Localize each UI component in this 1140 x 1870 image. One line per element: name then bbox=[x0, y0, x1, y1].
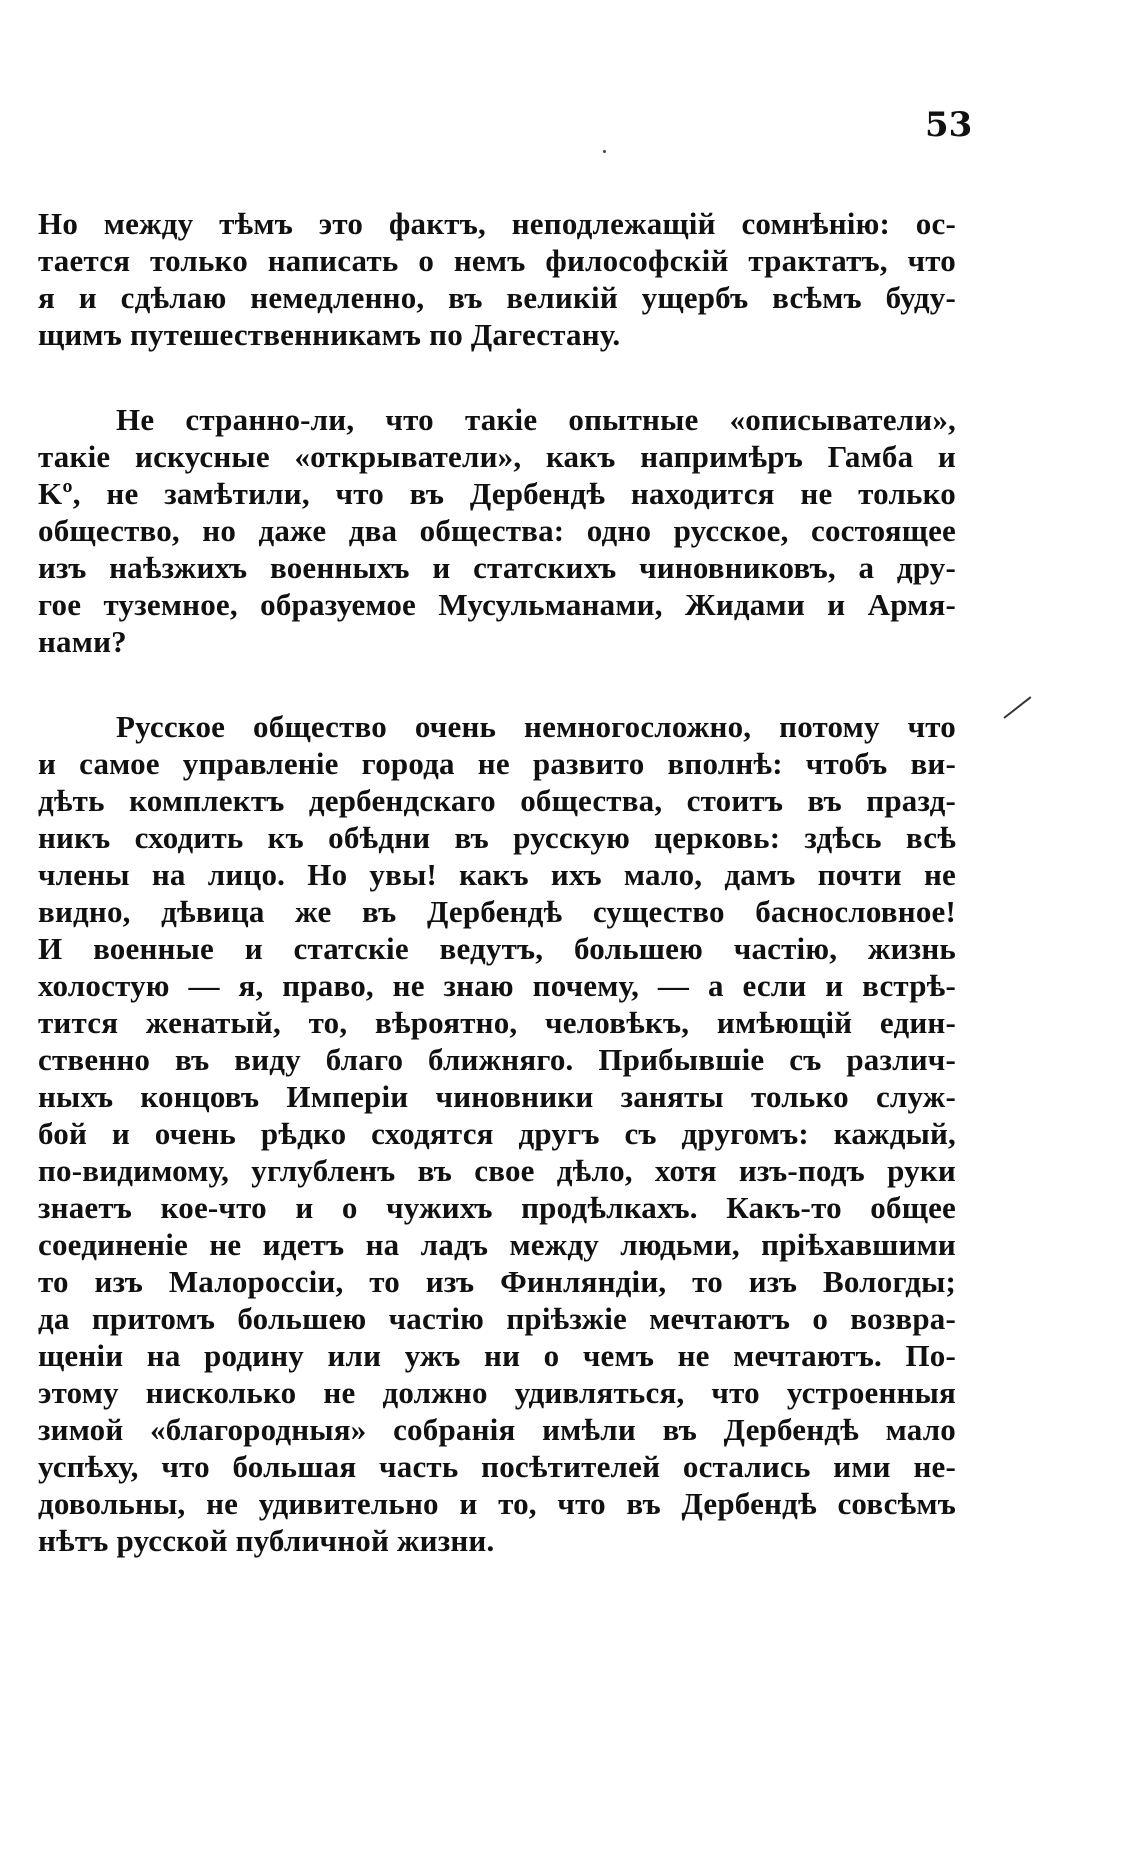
text-line: то изъ Малороссіи, то изъ Финляндіи, то изъ Вологды; bbox=[38, 1264, 956, 1299]
text-line: да притомъ большею частію пріѣзжіе мечтаютъ о возвра- bbox=[38, 1301, 956, 1336]
paragraph-3 bbox=[38, 708, 956, 1559]
text-line: знаетъ кое-что и о чужихъ продѣлкахъ. Какъ-то общее bbox=[38, 1190, 956, 1225]
text-line: я и сдѣлаю немедленно, въ великій ущербъ всѣмъ буду- bbox=[38, 280, 956, 315]
text-line: Kº, не замѣтили, что въ Дербендѣ находится не только bbox=[38, 476, 956, 511]
text-line: тается только написать о немъ философскій трактатъ, что bbox=[38, 243, 956, 278]
text-line: успѣху, что большая часть посѣтителей остались ими не- bbox=[38, 1449, 956, 1484]
print-speck bbox=[603, 150, 606, 153]
text-line: по-видимому, углубленъ въ свое дѣло, хотя изъ-подъ руки bbox=[38, 1153, 956, 1188]
text-line: Русское общество очень немногосложно, потому что bbox=[116, 709, 956, 744]
text-line: такіе искусные «открыватели», какъ напримѣръ Гамба и bbox=[38, 439, 956, 474]
text-line: ственно въ виду благо ближняго. Прибывшіе съ различ- bbox=[38, 1042, 956, 1077]
text-line: Но между тѣмъ это фактъ, неподлежащій сомнѣнію: ос- bbox=[38, 206, 956, 241]
paragraph-2 bbox=[38, 401, 956, 660]
text-line: общество, но даже два общества: одно русское, состоящее bbox=[38, 513, 956, 548]
text-line: видно, дѣвица же въ Дербендѣ существо баснословное! bbox=[38, 894, 956, 929]
paragraph-1 bbox=[38, 205, 956, 353]
text-line: нѣтъ русской публичной жизни. bbox=[38, 1523, 495, 1558]
text-line: довольны, не удивительно и то, что въ Дербендѣ совсѣмъ bbox=[38, 1486, 956, 1521]
text-line: зимой «благородныя» собранія имѣли въ Дербендѣ мало bbox=[38, 1412, 956, 1447]
page-number: 53 bbox=[925, 105, 973, 145]
text-line: ныхъ концовъ Имперіи чиновники заняты только служ- bbox=[38, 1079, 956, 1114]
text-line: нами? bbox=[38, 624, 127, 659]
text-line: холостую — я, право, не знаю почему, — а если и встрѣ- bbox=[38, 968, 956, 1003]
text-line: никъ сходить къ обѣдни въ русскую церковь: здѣсь всѣ bbox=[38, 820, 956, 855]
text-line: Не странно-ли, что такіе опытные «описыватели», bbox=[116, 402, 956, 437]
text-line: бой и очень рѣдко сходятся другъ съ другомъ: каждый, bbox=[38, 1116, 956, 1151]
text-line: этому нисколько не должно удивляться, что устроенныя bbox=[38, 1375, 956, 1410]
text-line: И военные и статскіе ведутъ, большею частію, жизнь bbox=[38, 931, 956, 966]
text-line: члены на лицо. Но увы! какъ ихъ мало, дамъ почти не bbox=[38, 857, 956, 892]
text-line: щеніи на родину или ужъ ни о чемъ не мечтаютъ. По- bbox=[38, 1338, 956, 1373]
text-line: тится женатый, то, вѣроятно, человѣкъ, имѣющій един- bbox=[38, 1005, 956, 1040]
text-line: гое туземное, образуемое Мусульманами, Жидами и Армя- bbox=[38, 587, 956, 622]
margin-pencil-mark bbox=[1003, 696, 1031, 719]
text-line: дѣть комплектъ дербендскаго общества, стоитъ въ празд- bbox=[38, 783, 956, 818]
text-line: и самое управленіе города не развито вполнѣ: чтобъ ви- bbox=[38, 746, 956, 781]
body-text bbox=[38, 205, 956, 1559]
text-line: щимъ путешественникамъ по Дагестану. bbox=[38, 317, 621, 352]
text-line: соединеніе не идетъ на ладъ между людьми, пріѣхавшими bbox=[38, 1227, 956, 1262]
text-line: изъ наѣзжихъ военныхъ и статскихъ чиновниковъ, а дру- bbox=[38, 550, 956, 585]
